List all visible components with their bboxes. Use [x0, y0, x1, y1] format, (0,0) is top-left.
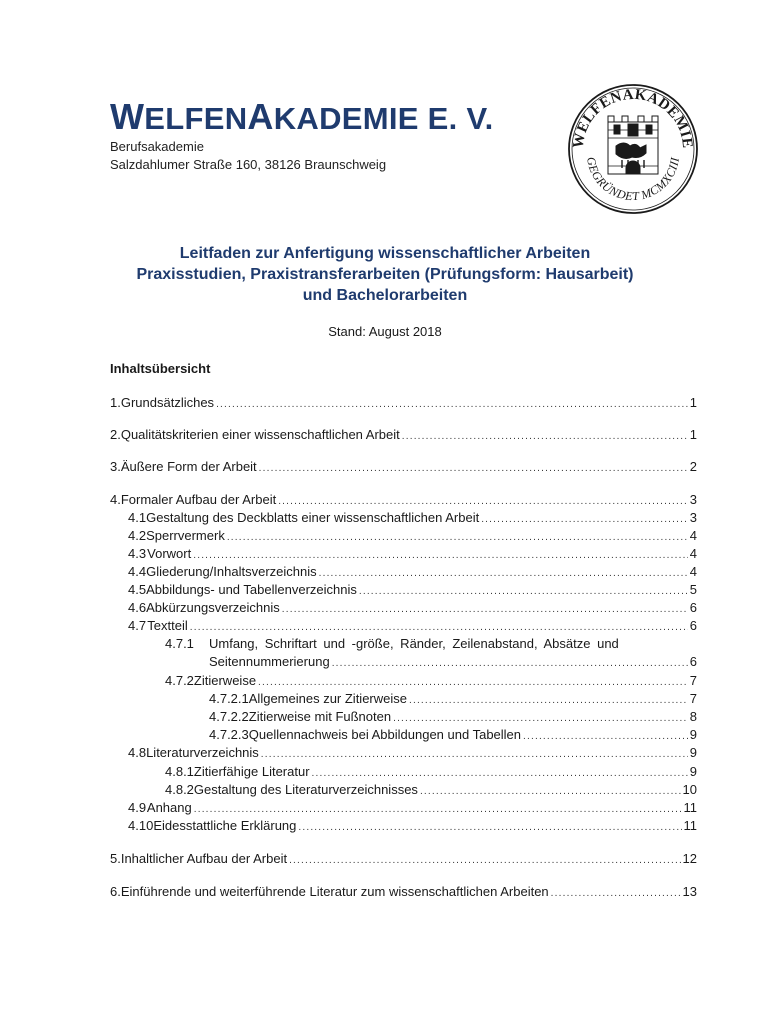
- toc-entry[interactable]: [209, 726, 697, 744]
- toc-entry[interactable]: [209, 690, 697, 708]
- toc-entry[interactable]: [128, 599, 697, 617]
- toc-entry-number: 4.7.2.2: [209, 709, 249, 724]
- document-title-line-2: Praxisstudien, Praxistransferarbeiten (Prüfungsform: Hausarbeit): [136, 266, 634, 283]
- toc-entry-title: Eidesstattliche Erklärung: [153, 818, 297, 833]
- toc-entry-title: Zitierweise mit Fußnoten: [248, 709, 392, 724]
- toc-entry-page: 11: [683, 800, 697, 815]
- toc-entry-number: 2.: [110, 427, 121, 442]
- toc-entry-page: 11: [683, 818, 697, 833]
- toc-entry-number: 3.: [110, 459, 121, 474]
- toc-entry[interactable]: [128, 744, 697, 762]
- toc-entry[interactable]: [110, 883, 697, 901]
- toc-entry-number: 4.7.1: [165, 636, 194, 651]
- toc-entry-title: Äußere Form der Arbeit: [120, 459, 257, 474]
- org-title-cap-1: W: [110, 96, 145, 137]
- toc-entry-number: 4.1: [128, 510, 147, 525]
- toc-entry-title: Vorwort: [147, 546, 192, 561]
- toc-entry-title: Zitierweise: [193, 673, 257, 688]
- toc-entry-title: Grundsätzliches: [120, 395, 215, 410]
- toc-entry[interactable]: [128, 617, 697, 635]
- toc-entry[interactable]: [165, 672, 697, 690]
- toc-entry-page: 4: [689, 528, 697, 543]
- toc-entry-number: 5.: [110, 851, 121, 866]
- toc-entry-number: 4.8.2: [165, 782, 194, 797]
- toc-entry-page: 10: [682, 782, 697, 797]
- toc-entry-number: 4.7: [128, 618, 147, 633]
- toc-entry-number: 6.: [110, 884, 121, 899]
- toc-entry[interactable]: [128, 545, 697, 563]
- toc-entry[interactable]: [110, 394, 697, 412]
- toc-entry-page: 7: [689, 691, 697, 706]
- toc-entry-page: 3: [689, 492, 697, 507]
- toc-entry-page: 4: [689, 564, 697, 579]
- toc-entry-page: 8: [689, 709, 697, 724]
- toc-entry-title-continued: Seitennummerierung: [209, 654, 330, 669]
- toc-entry-title: Abkürzungsverzeichnis: [146, 600, 280, 615]
- toc-entry-title: Textteil: [147, 618, 188, 633]
- toc-entry-number: 4.3: [128, 546, 147, 561]
- toc-entry-number: 4.8.1: [165, 764, 194, 779]
- org-subtitle: Berufsakademie: [110, 139, 204, 154]
- toc-entry-number: 1.: [110, 395, 121, 410]
- toc-entry-title: Zitierfähige Literatur: [193, 764, 310, 779]
- toc-entry-page: 13: [682, 884, 697, 899]
- org-title-cap-2: A: [247, 96, 274, 137]
- toc-entry-multiline[interactable]: [165, 635, 619, 653]
- toc-entry-number: 4.9: [128, 800, 147, 815]
- toc-leader-dots: [551, 885, 681, 903]
- toc-leader-dots: [261, 746, 688, 764]
- toc-entry-number: 4.5: [128, 582, 147, 597]
- toc-entry[interactable]: [110, 491, 697, 509]
- toc-entry-page: 4: [689, 546, 697, 561]
- toc-entry-title: Quellennachweis bei Abbildungen und Tabellen: [248, 727, 522, 742]
- toc-leader-dots: [259, 460, 688, 478]
- toc-entry-number: 4.4: [128, 564, 147, 579]
- toc-entry-page: 3: [689, 510, 697, 525]
- toc-entry-page: 9: [689, 745, 697, 760]
- toc-entry-title: Sperrvermerk: [146, 528, 225, 543]
- toc-entry-page: 2: [689, 459, 697, 474]
- toc-entry-title: Literaturverzeichnis: [146, 745, 259, 760]
- toc-entry[interactable]: [128, 509, 697, 527]
- seal-top-text: WELFENAKADEMIE: [570, 86, 696, 150]
- toc-leader-dots: [298, 819, 681, 837]
- org-title-part-2: KADEMIE E. V.: [273, 101, 494, 136]
- seal-castle-icon: [608, 116, 658, 174]
- toc-entry-title: Formaler Aufbau der Arbeit: [120, 492, 277, 507]
- toc-entry-title: Anhang: [146, 800, 192, 815]
- org-address: Salzdahlumer Straße 160, 38126 Braunschweig: [110, 157, 387, 172]
- toc-heading: Inhaltsübersicht: [110, 361, 211, 376]
- toc-entry[interactable]: [128, 527, 697, 545]
- toc-entry-continuation[interactable]: [209, 653, 697, 671]
- toc-entry[interactable]: [110, 850, 697, 868]
- toc-entry-title: Allgemeines zur Zitierweise: [248, 691, 407, 706]
- toc-entry-page: 6: [689, 654, 697, 669]
- toc-entry[interactable]: [110, 458, 697, 476]
- toc-entry-page: 7: [689, 673, 697, 688]
- toc-entry-title: Abbildungs- und Tabellenverzeichnis: [146, 582, 357, 597]
- toc-leader-dots: [332, 655, 688, 673]
- toc-entry[interactable]: [128, 563, 697, 581]
- toc-entry-title: Umfang, Schriftart und -größe, Ränder, Zeilenabstand, Absätze und: [209, 636, 619, 651]
- toc-entry[interactable]: [165, 781, 697, 799]
- toc-entry-number: 4.6: [128, 600, 147, 615]
- toc-entry-title: Gliederung/Inhaltsverzeichnis: [146, 564, 317, 579]
- toc-entry-number: 4.8: [128, 745, 147, 760]
- toc-entry-page: 5: [689, 582, 697, 597]
- toc-entry[interactable]: [128, 799, 697, 817]
- org-title-part-1: ELFEN: [144, 101, 248, 136]
- toc-entry[interactable]: [209, 708, 697, 726]
- toc-entry-number: 4.7.2.3: [209, 727, 249, 742]
- toc-entry-number: 4.2: [128, 528, 147, 543]
- toc-leader-dots: [216, 396, 688, 414]
- toc-entry-title: Qualitätskriterien einer wissenschaftlichen Arbeit: [120, 427, 400, 442]
- document-title-line-3: und Bachelorarbeiten: [302, 287, 468, 304]
- toc-entry-page: 1: [689, 395, 697, 410]
- toc-entry-page: 1: [689, 427, 697, 442]
- document-date: Stand: August 2018: [328, 324, 442, 339]
- toc-leader-dots: [402, 428, 688, 446]
- toc-leader-dots: [289, 852, 680, 870]
- toc-entry[interactable]: [110, 426, 697, 444]
- org-title: [110, 96, 494, 138]
- toc-entry-title: Gestaltung des Literaturverzeichnisses: [193, 782, 418, 797]
- toc-entry-page: 6: [689, 618, 697, 633]
- toc-entry[interactable]: [128, 581, 697, 599]
- toc-entry[interactable]: [128, 817, 697, 835]
- toc-entry-number: 4.7.2: [165, 673, 194, 688]
- toc-entry-title: Gestaltung des Deckblatts einer wissenschaftlichen Arbeit: [146, 510, 480, 525]
- toc-entry-page: 9: [689, 727, 697, 742]
- toc-entry-title: Einführende und weiterführende Literatur zum wissenschaftlichen Arbeiten: [120, 884, 549, 899]
- document-title-line-1: Leitfaden zur Anfertigung wissenschaftlicher Arbeiten: [179, 245, 591, 262]
- academy-seal-logo: [566, 82, 700, 216]
- toc-entry-number: 4.7.2.1: [209, 691, 249, 706]
- toc-entry-number: 4.: [110, 492, 121, 507]
- toc-entry-page: 6: [689, 600, 697, 615]
- toc-entry-title: Inhaltlicher Aufbau der Arbeit: [120, 851, 288, 866]
- seal-bottom-text: GEGRÜNDET MCMXCIII: [583, 155, 682, 204]
- toc-entry-page: 9: [689, 764, 697, 779]
- toc-entry-page: 12: [682, 851, 697, 866]
- toc-entry[interactable]: [165, 763, 697, 781]
- toc-entry-number: 4.10: [128, 818, 154, 833]
